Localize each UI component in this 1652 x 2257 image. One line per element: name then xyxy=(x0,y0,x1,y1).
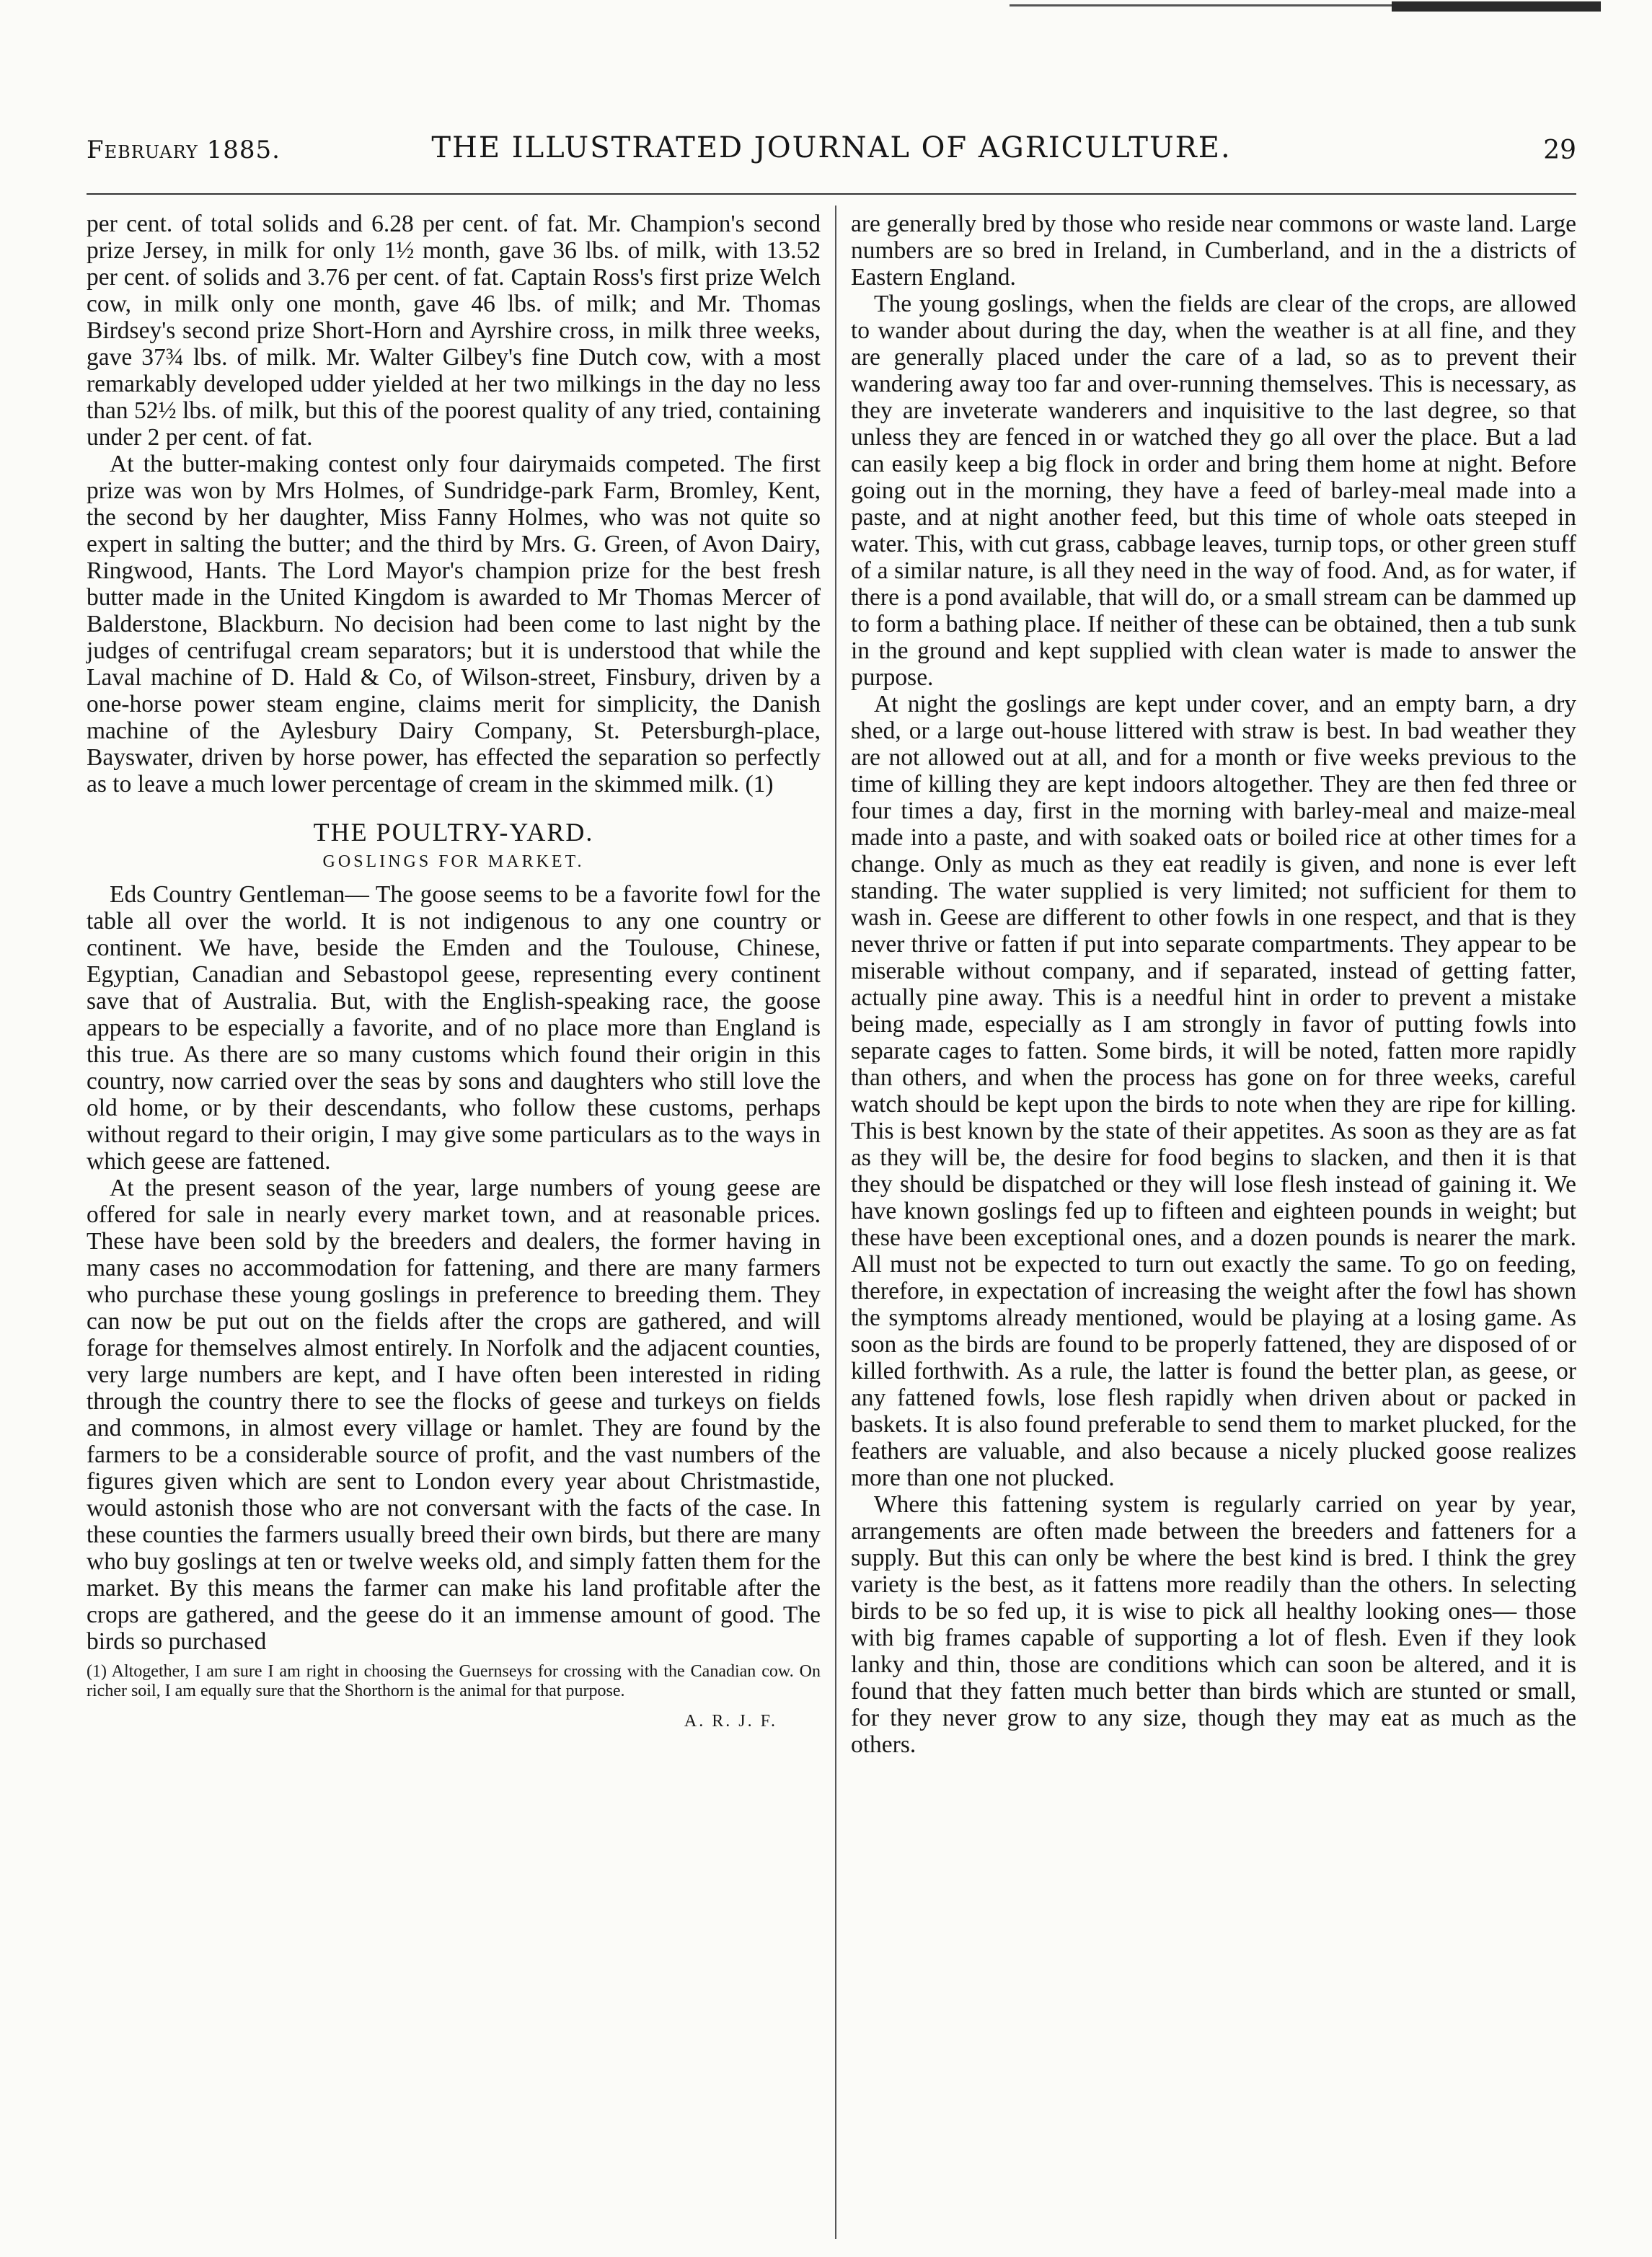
header-rule xyxy=(87,193,1576,195)
journal-title: THE ILLUSTRATED JOURNAL OF AGRICULTURE. xyxy=(431,131,1232,164)
left-paragraph-3: Eds Country Gentleman— The goose seems to be a favorite fowl for the table all over the world. It is not indigenous to any one country or continent. We have, beside the Emden and the Toulouse, Chinese, Egyptian, Canadian and Sebastopol geese, representing every continent save that of Australia. But, with the English-speaking race, the goose appears to be especially a favorite, and of no place more than England is this true. As there are so many customs which found their origin in this country, now carried over the seas by sons and daughters who still love the old home, or by their descendants, who follow these customs, perhaps without regard to their origin, I may give some particulars as to the ways in which geese are fattened. xyxy=(87,881,821,1175)
right-paragraph-2: The young goslings, when the fields are clear of the crops, are allowed to wander about during the day, when the weather is at all fine, and they are generally placed under the care of a lad, so as to prevent their wandering away too far and over-running themselves. This is necessary, as they are inveterate wanderers and inquisitive to the last degree, so that unless they are fenced in or watched they go all over the place. But a lad can easily keep a big flock in order and bring them home at night. Before going out in the morning, they have a feed of barley-meal made into a paste, and at night another feed, but this time of whole oats steeped in water. This, with cut grass, cabbage leaves, turnip tops, or other green stuff of a similar nature, is all they need in the way of food. And, as for water, if there is a pond available, that will do, or a small stream can be dammed up to form a bathing place. If neither of these can be obtained, then a tub sunk in the ground and kept supplied with clean water is made to answer the purpose. xyxy=(851,291,1576,691)
column-divider xyxy=(835,206,836,2239)
left-paragraph-1: per cent. of total solids and 6.28 per cent. of fat. Mr. Champion's second prize Jersey, in milk for only 1½ month, gave 36 lbs. of milk, with 13.52 per cent. of solids and 3.76 per cent. of fat. Captain Ross's first prize Welch cow, in milk only one month, gave 46 lbs. of milk; and Mr. Thomas Birdsey's second prize Short-Horn and Ayrshire cross, in milk three weeks, gave 37¾ lbs. of milk. Mr. Walter Gilbey's fine Dutch cow, with a most remarkably developed udder yielded at her two milkings in the day no less than 52½ lbs. of milk, but this of the poorest quality of any tried, containing under 2 per cent. of fat. xyxy=(87,211,821,451)
section-subtitle: GOSLINGS FOR MARKET. xyxy=(322,852,585,871)
left-column xyxy=(87,211,821,1735)
right-paragraph-4: Where this fattening system is regularly carried on year by year, arrangements are often made between the breeders and fatteners for a supply. But this can only be where the best kind is bred. I think the grey variety is the best, as it fattens more readily than the others. In selecting birds to be so fed up, it is wise to pick all healthy looking ones— those with big frames capable of supporting a lot of flesh. Even if they look lanky and thin, those are conditions which can soon be altered, and it is found that they fatten much better than birds which are stunted or small, for they never grow to any size, though they may eat as much as the others. xyxy=(851,1491,1576,1758)
footnote: (1) Altogether, I am sure I am right in choosing the Guernseys for crossing with the Canadian cow. On richer soil, I am equally sure that the Shorthorn is the animal for that purpose. xyxy=(87,1662,821,1700)
top-edge-bar xyxy=(1392,1,1601,12)
header-month: February 1885. xyxy=(87,136,281,164)
right-column xyxy=(851,211,1576,1758)
page-number: 29 xyxy=(1543,136,1576,165)
left-paragraph-4: At the present season of the year, large numbers of young geese are offered for sale in nearly every market town, and at reasonable prices. These have been sold by the breeders and dealers, the former having in many cases no accommodation for fattening, and there are many farmers who purchase these young goslings in preference to breeding them. They can now be put out on the fields after the crops are gathered, and will forage for themselves almost entirely. In Norfolk and the adjacent counties, very large numbers are kept, and I have often been interested in riding through the country there to see the flocks of geese and turkeys on fields and commons, in almost every village or hamlet. They are found by the farmers to be a considerable source of profit, and the vast numbers of the figures given which are sent to London every year about Christmastide, would astonish those who are not conversant with the facts of the case. In these counties the farmers usually breed their own birds, but there are many who buy goslings at ten or twelve weeks old, and simply fatten them for the market. By this means the farmer can make his land profitable after the crops are gathered, and the geese do it an immense amount of good. The birds so purchased xyxy=(87,1175,821,1655)
signature: A. R. J. F. xyxy=(684,1712,777,1731)
left-paragraph-2: At the butter-making contest only four dairymaids competed. The first prize was won by Mrs Holmes, of Sundridge-park Farm, Bromley, Kent, the second by her daughter, Miss Fanny Holmes, who was not quite so expert in salting the butter; and the third by Mrs. G. Green, of Avon Dairy, Ringwood, Hants. The Lord Mayor's champion prize for the best fresh butter made in the United Kingdom is awarded to Mr Thomas Mercer of Balderstone, Blackburn. No decision had been come to last night by the judges of centrifugal cream separators; but it is understood that while the Laval machine of D. Hald & Co, of Wilson-street, Finsbury, driven by a one-horse power steam engine, claims merit for simplicity, the Danish machine of the Aylesbury Dairy Company, St. Petersburgh-place, Bayswater, driven by horse power, has effected the separation so perfectly as to leave a much lower percentage of cream in the skimmed milk. (1) xyxy=(87,451,821,798)
page-header xyxy=(87,131,1576,175)
right-paragraph-3: At night the goslings are kept under cover, and an empty barn, a dry shed, or a large out-house littered with straw is best. In bad weather they are not allowed out at all, and for a month or five weeks previous to the time of killing they are kept indoors altogether. They are then fed three or four times a day, first in the morning with barley-meal and maize-meal made into a paste, and with soaked oats or boiled rice at other times for a change. Only as much as they eat readily is given, and none is ever left standing. The water supplied is very limited; not sufficient for them to wash in. Geese are different to other fowls in one respect, and that is they never thrive or fatten if put into separate compartments. They appear to be miserable without company, and if separated, instead of getting fatter, actually pine away. This is a needful hint in order to prevent a mistake being made, especially as I am strongly in favor of putting fowls into separate cages to fatten. Some birds, it will be noted, fatten more rapidly than others, and when the process has gone on for three weeks, careful watch should be kept upon the birds to note when they are ripe for killing. This is best known by the state of their appetites. As soon as they are as fat as they will be, the desire for food begins to slacken, and then it is that they should be dispatched or they will lose flesh instead of gaining it. We have known goslings fed up to fifteen and eighteen pounds in weight; but these have been exceptional ones, and a dozen pounds is nearer the mark. All must not be expected to turn out exactly the same. To go on feeding, therefore, in expectation of increasing the weight after the fowl has shown the symptoms already mentioned, would be playing at a losing game. As soon as the birds are found to be properly fattened, they are disposed of or killed forthwith. As a rule, the latter is found the better plan, as geese, or any fattened fowls, lose flesh rapidly when driven about or packed in baskets. It is also found preferable to send them to market plucked, for the feathers are valuable, and also because a nicely plucked goose realizes more than one not plucked. xyxy=(851,691,1576,1491)
section-title: THE POULTRY-YARD. xyxy=(313,818,594,847)
right-paragraph-1: are generally bred by those who reside near commons or waste land. Large numbers are so bred in Ireland, in Cumberland, and in the a districts of Eastern England. xyxy=(851,211,1576,291)
